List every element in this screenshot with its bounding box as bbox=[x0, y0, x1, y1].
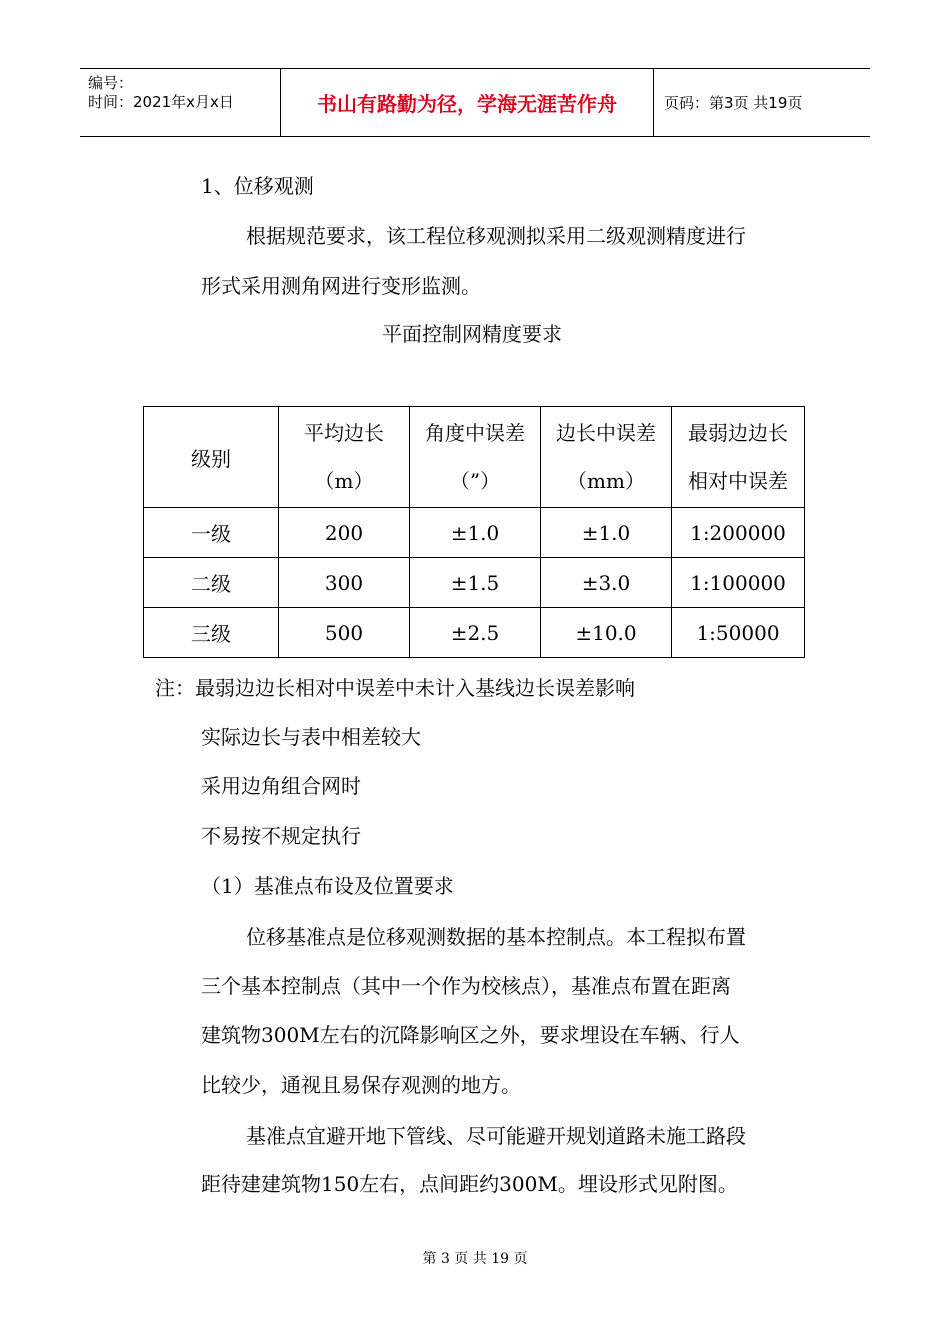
number-label: 编号： bbox=[88, 74, 134, 92]
section-title: 1、位移观测 bbox=[201, 174, 314, 198]
paragraph-line: 位移基准点是位移观测数据的基本控制点。本工程拟布置 bbox=[246, 925, 746, 949]
header-text: 最弱边边长 bbox=[688, 421, 788, 445]
table-cell: 200 bbox=[279, 508, 410, 558]
table-row bbox=[144, 558, 805, 608]
header-cell bbox=[672, 407, 805, 508]
header-cell bbox=[410, 407, 541, 508]
header-unit: （”） bbox=[449, 469, 501, 493]
header-page-cell bbox=[654, 69, 870, 136]
subsection-title: （1）基准点布设及位置要求 bbox=[201, 874, 454, 898]
paragraph-line: 距待建建筑物150左右，点间距约300M。埋设形式见附图。 bbox=[201, 1172, 738, 1196]
table-cell: ±1.0 bbox=[541, 508, 672, 558]
table-cell: 一级 bbox=[144, 508, 279, 558]
header-text: 平均边长 bbox=[304, 421, 384, 445]
table-cell: 1:50000 bbox=[672, 608, 805, 658]
table-title: 平面控制网精度要求 bbox=[382, 322, 562, 346]
note-line: 注：最弱边边长相对中误差中未计入基线边长误差影响 bbox=[155, 676, 635, 700]
header-text: 相对中误差 bbox=[688, 469, 788, 493]
header-meta bbox=[80, 69, 280, 136]
table-row bbox=[144, 608, 805, 658]
header-unit: （m） bbox=[314, 469, 374, 493]
note-line: 不易按不规定执行 bbox=[201, 824, 361, 848]
header-unit: （mm） bbox=[567, 469, 645, 493]
header-cell bbox=[279, 407, 410, 508]
table-cell: ±1.5 bbox=[410, 558, 541, 608]
paragraph-line: 基准点宜避开地下管线、尽可能避开规划道路未施工路段 bbox=[246, 1124, 746, 1148]
paragraph-line: 建筑物300M左右的沉降影响区之外，要求埋设在车辆、行人 bbox=[201, 1023, 740, 1047]
note-line: 实际边长与表中相差较大 bbox=[201, 725, 421, 749]
paragraph-line: 三个基本控制点（其中一个作为校核点），基准点布置在距离 bbox=[201, 974, 731, 998]
table-cell: 500 bbox=[279, 608, 410, 658]
page-header bbox=[80, 68, 870, 137]
table-cell: 1:100000 bbox=[672, 558, 805, 608]
table-cell: ±10.0 bbox=[541, 608, 672, 658]
accuracy-table bbox=[143, 406, 805, 658]
table-cell: 1:200000 bbox=[672, 508, 805, 558]
header-text: 边长中误差 bbox=[556, 421, 656, 445]
page-footer: 第 3 页 共 19 页 bbox=[422, 1251, 528, 1267]
motto: 书山有路勤为径，学海无涯苦作舟 bbox=[317, 92, 617, 116]
paragraph-line: 形式采用测角网进行变形监测。 bbox=[201, 274, 481, 298]
table-row bbox=[144, 508, 805, 558]
table-header-row bbox=[144, 407, 805, 508]
paragraph-line: 比较少，通视且易保存观测的地方。 bbox=[201, 1073, 521, 1097]
table-cell: 300 bbox=[279, 558, 410, 608]
header-motto-cell bbox=[280, 69, 654, 136]
header-text: 级别 bbox=[191, 446, 231, 471]
header-cell bbox=[541, 407, 672, 508]
paragraph-line: 根据规范要求，该工程位移观测拟采用二级观测精度进行 bbox=[246, 224, 746, 248]
header-text: 角度中误差 bbox=[425, 421, 525, 445]
table-cell: ±1.0 bbox=[410, 508, 541, 558]
page-info: 页码：第3页 共19页 bbox=[664, 94, 803, 112]
table-cell: 三级 bbox=[144, 608, 279, 658]
note-line: 采用边角组合网时 bbox=[201, 774, 361, 798]
table-cell: 二级 bbox=[144, 558, 279, 608]
table-cell: ±3.0 bbox=[541, 558, 672, 608]
table-cell: ±2.5 bbox=[410, 608, 541, 658]
date-line: 时间：2021年x月x日 bbox=[88, 93, 234, 111]
header-cell bbox=[144, 407, 279, 508]
